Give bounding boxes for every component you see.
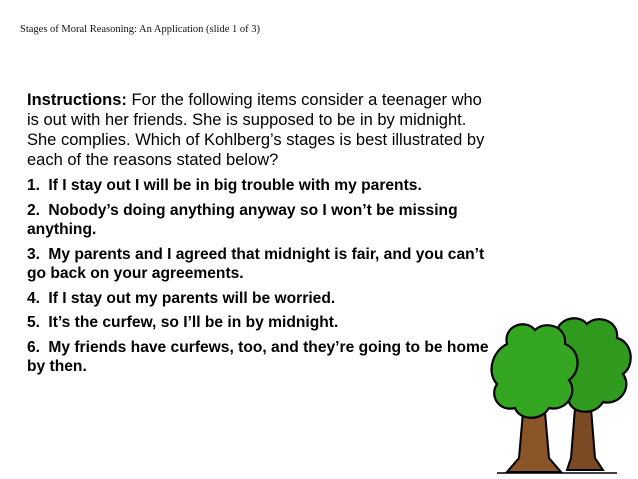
tree-trunk-front [507, 412, 561, 472]
item-number: 4. [27, 289, 41, 307]
tree-trunk-back [567, 408, 603, 470]
list-item [27, 201, 497, 240]
list-item [27, 313, 497, 333]
slide-content [27, 90, 497, 382]
instructions-text: For the following items consider a teenager who is out with her friends. She is supposed to be in by midnight. She complies. Which of Kohlberg’s stages is best illustrated by each of the reasons stated below? [27, 91, 485, 169]
instructions-paragraph [27, 90, 497, 170]
tree-foliage-front [492, 324, 578, 417]
list-item [27, 245, 497, 284]
item-text: Nobody’s doing anything anyway so I won’t be missing anything. [27, 201, 458, 238]
item-number: 5. [27, 314, 41, 331]
item-text: My friends have curfews, too, and they’re going to be home by then. [27, 338, 489, 375]
item-number: 1. [27, 177, 41, 194]
item-text: My parents and I agreed that midnight is fair, and you can’t go back on your agreements. [27, 245, 485, 282]
item-text: It’s the curfew, so I’ll be in by midnight. [48, 314, 339, 331]
item-text: If I stay out my parents will be worried. [48, 289, 336, 307]
item-text: If I stay out I will be in big trouble with my parents. [48, 177, 422, 194]
item-number: 6. [27, 338, 41, 356]
list-item [27, 338, 497, 377]
item-number: 2. [27, 201, 41, 219]
list-item [27, 289, 497, 309]
tree-icon [487, 308, 637, 478]
slide-header: Stages of Moral Reasoning: An Application (slide 1 of 3) [20, 24, 261, 35]
list-item [27, 176, 497, 196]
item-number: 3. [27, 245, 41, 263]
instructions-lead: Instructions: [27, 91, 127, 109]
